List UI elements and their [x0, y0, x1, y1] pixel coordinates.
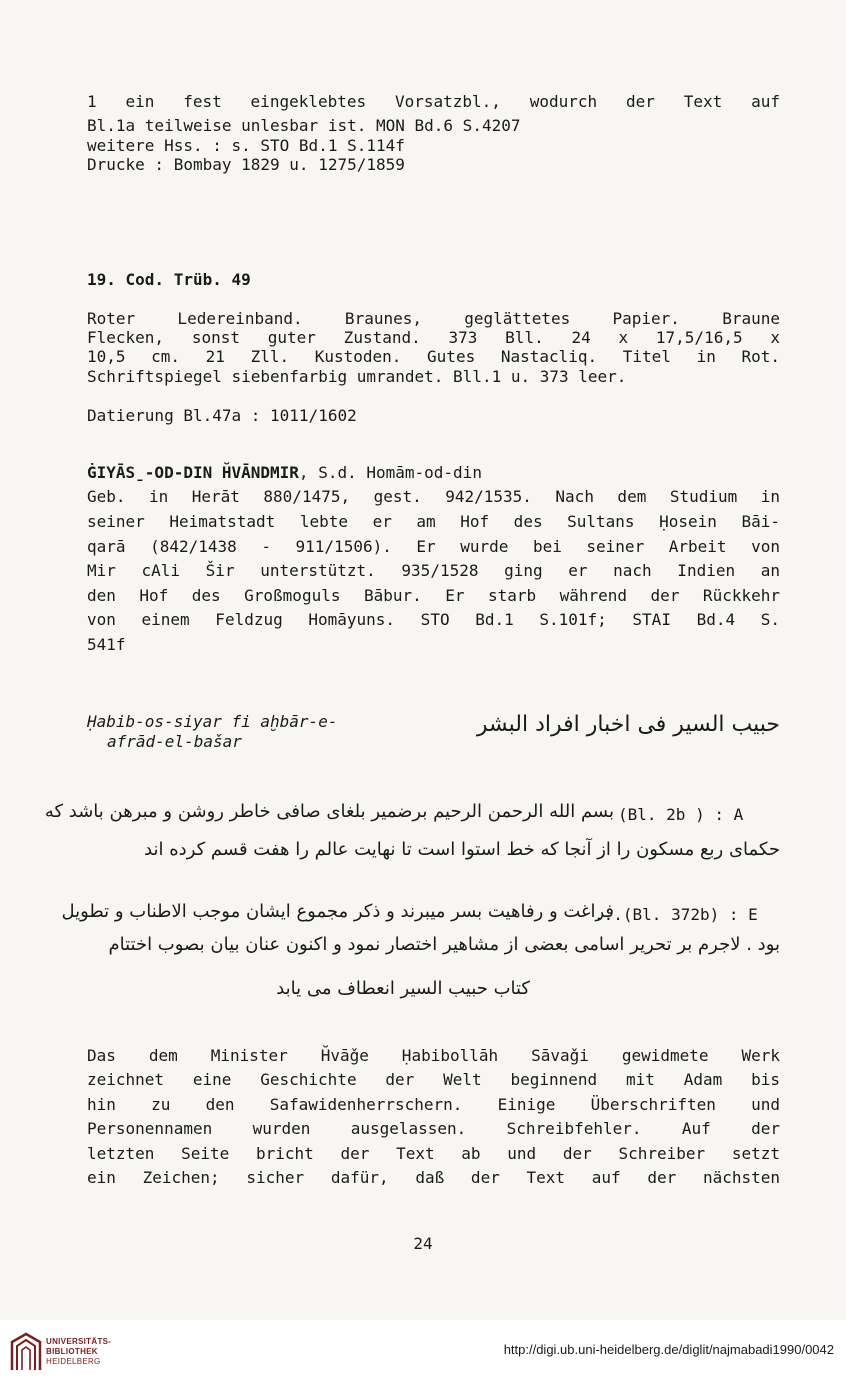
- incipit-ref: (Bl. 2b ) : A: [618, 805, 744, 824]
- bio-line: Geb. in Herāt 880/1475, gest. 942/1535. Nach dem Studium in: [87, 487, 780, 506]
- desc-line: Flecken, sonst guter Zustand. 373 Bll. 24 x 17,5/16,5 x: [87, 328, 780, 347]
- text-line: Drucke : Bombay 1829 u. 1275/1859: [87, 155, 405, 174]
- incipit-arabic: بسم الله الرحمن الرحیم برضمیر بلغای صافی خاطر روشن و مبرهن باشد که: [44, 801, 614, 822]
- dating-line: Datierung Bl.47a : 1011/1602: [87, 406, 357, 425]
- work-title-arabic: حبیب السیر فی اخبار افراد البشر: [476, 712, 780, 737]
- incipit-arabic: حکمای ربع مسکون را از آنجا که خط استوا است تا نهایت عالم را هفت قسم کرده اند: [144, 839, 780, 860]
- library-name: [46, 1337, 111, 1367]
- closing-line: zeichnet eine Geschichte der Welt beginnend mit Adam bis: [87, 1070, 780, 1089]
- desc-line: 10,5 cm. 21 Zll. Kustoden. Gutes Nastacliq. Titel in Rot.: [87, 347, 780, 366]
- desc-line: Roter Ledereinband. Braunes, geglättetes Papier. Braune: [87, 309, 780, 328]
- text-line: Bl.1a teilweise unlesbar ist. MON Bd.6 S.4207: [87, 116, 521, 135]
- explicit-arabic: فراغت و رفاهیت بسر میبرند و ذکر مجموع ایشان موجب الاطناب و تطویل: [61, 901, 614, 922]
- explicit-arabic: بود . لاجرم بر تحریر اسامی بعضی از مشاهیر اختصار نمود و اکنون عنان بیان بصوب اختتام: [108, 934, 780, 955]
- text-line: weitere Hss. : s. STO Bd.1 S.114f: [87, 136, 405, 155]
- closing-line: ein Zeichen; sicher dafür, daß der Text auf der nächsten: [87, 1168, 780, 1187]
- bio-line: seiner Heimatstadt lebte er am Hof des Sultans Ḥosein Bāi-: [87, 512, 780, 531]
- text-line: 1 ein fest eingeklebtes Vorsatzbl., wodurch der Text auf: [87, 92, 780, 111]
- bio-line: 541f: [87, 635, 126, 654]
- desc-line: Schriftspiegel siebenfarbig umrandet. Bll.1 u. 373 leer.: [87, 367, 627, 386]
- bio-line: qarā (842/1438 - 911/1506). Er wurde bei seiner Arbeit von: [87, 537, 780, 556]
- author-line: [87, 463, 780, 483]
- author-name: ĠIYĀS̱-OD-DIN H̆VĀNDMIR: [87, 463, 299, 482]
- library-name-line: UNIVERSITÄTS-: [46, 1337, 112, 1346]
- work-title: Ḥabib-os-siyar fi aḫbār-e-: [87, 712, 338, 731]
- bio-line: von einem Feldzug Homāyuns. STO Bd.1 S.101f; STAI Bd.4 S.: [87, 610, 780, 629]
- closing-line: letzten Seite bricht der Text ab und der Schreiber setzt: [87, 1144, 780, 1163]
- library-logo-icon: [10, 1332, 42, 1372]
- closing-line: hin zu den Safawidenherrschern. Einige Überschriften und: [87, 1095, 780, 1114]
- closing-line: Das dem Minister H̆vāǧe Ḥabibollāh Sāvaǧi gewidmete Werk: [87, 1046, 780, 1065]
- work-title: afrād-el-bašar: [107, 732, 242, 751]
- library-name-line: HEIDELBERG: [46, 1357, 101, 1366]
- bio-line: den Hof des Großmoguls Bābur. Er starb während der Rückkehr: [87, 586, 780, 605]
- source-url-link[interactable]: http://digi.ub.uni-heidelberg.de/diglit/najmabadi1990/0042: [503, 1342, 834, 1357]
- bio-line: Mir cAli Šir unterstützt. 935/1528 ging er nach Indien an: [87, 561, 780, 580]
- page-number: 24: [413, 1234, 433, 1253]
- closing-line: Personennamen wurden ausgelassen. Schreibfehler. Auf der: [87, 1119, 780, 1138]
- footer-bar: [0, 1320, 846, 1384]
- library-name-line: BIBLIOTHEK: [46, 1347, 98, 1356]
- explicit-ref: ...(Bl. 372b) : E: [594, 905, 758, 924]
- entry-heading: 19. Cod. Trüb. 49: [87, 270, 251, 289]
- author-alt: , S.d. Homām-od-din: [298, 463, 482, 482]
- explicit-arabic: کتاب حبیب السیر انعطاف می یابد: [276, 978, 530, 999]
